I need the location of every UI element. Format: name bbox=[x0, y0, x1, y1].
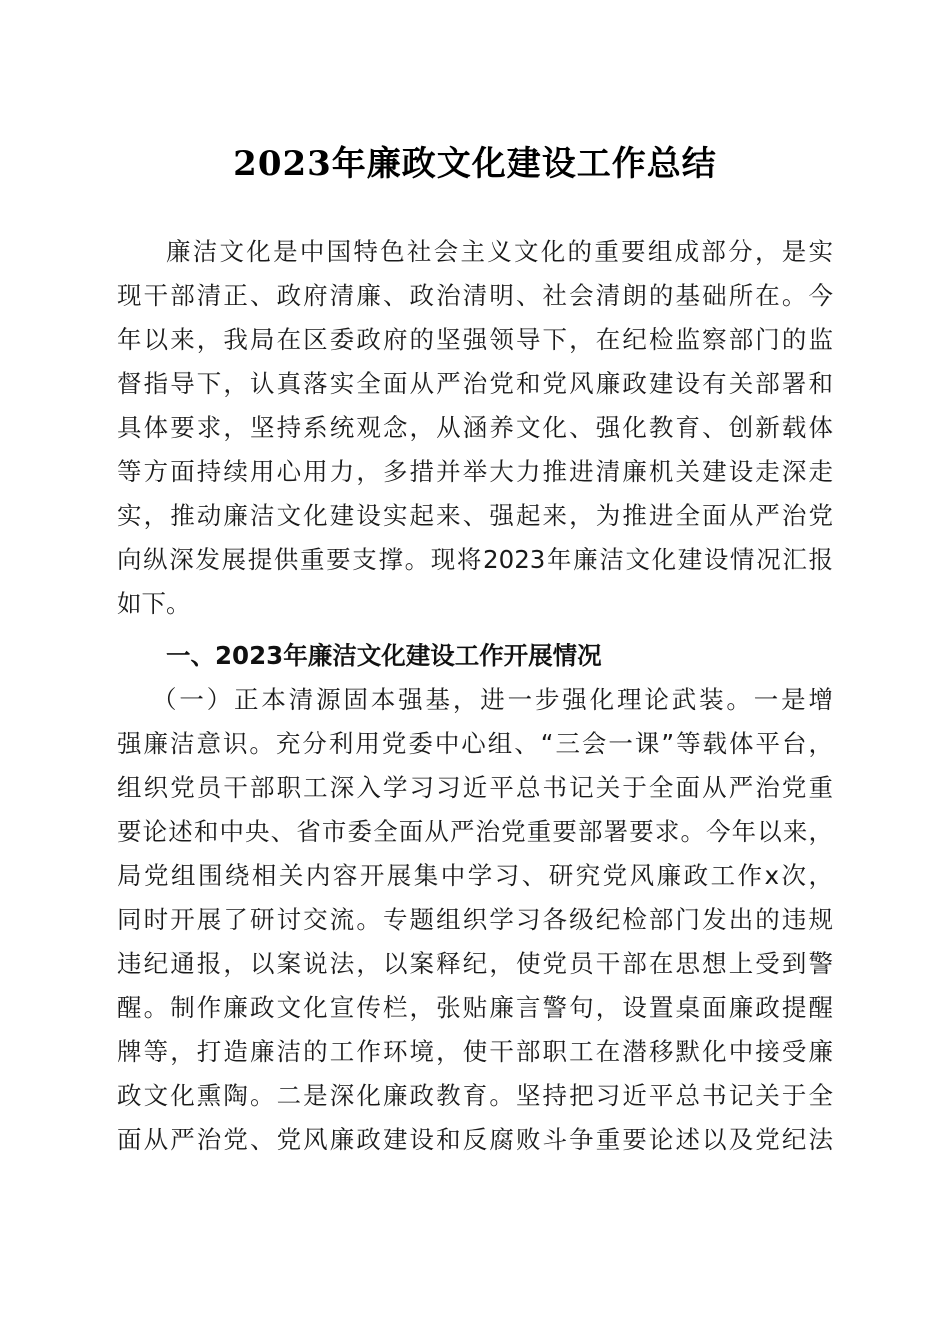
section-paragraph-line: 政文化熏陶。二是深化廉政教育。坚持把习近平总书记关于全 bbox=[117, 1081, 833, 1110]
paragraph-line: 向纵深发展提供重要支撑。现将2023年廉洁文化建设情况汇报 bbox=[117, 545, 833, 574]
section-paragraph-line: 醒。制作廉政文化宣传栏，张贴廉言警句，设置桌面廉政提醒 bbox=[117, 993, 833, 1022]
section-paragraph-line: 要论述和中央、省市委全面从严治党重要部署要求。今年以来， bbox=[117, 817, 833, 846]
section-paragraph-line: 组织党员干部职工深入学习习近平总书记关于全面从严治党重 bbox=[117, 773, 833, 802]
paragraph-line: 等方面持续用心用力，多措并举大力推进清廉机关建设走深走 bbox=[117, 457, 833, 486]
section-paragraph-line: 局党组围绕相关内容开展集中学习、研究党风廉政工作x次， bbox=[117, 861, 833, 890]
section-paragraph-line: 同时开展了研讨交流。专题组织学习各级纪检部门发出的违规 bbox=[117, 905, 833, 934]
section-paragraph-line: 面从严治党、党风廉政建设和反腐败斗争重要论述以及党纪法 bbox=[117, 1125, 833, 1154]
section-paragraph-line: 违纪通报，以案说法，以案释纪，使党员干部在思想上受到警 bbox=[117, 949, 833, 978]
paragraph-line: 年以来，我局在区委政府的坚强领导下，在纪检监察部门的监 bbox=[117, 325, 833, 354]
section-paragraph-line: （一）正本清源固本强基，进一步强化理论武装。一是增 bbox=[152, 685, 833, 714]
section-paragraph-line: 强廉洁意识。充分利用党委中心组、“三会一课”等载体平台， bbox=[117, 729, 833, 758]
paragraph-line: 督指导下，认真落实全面从严治党和党风廉政建设有关部署和 bbox=[117, 369, 833, 398]
paragraph-line: 具体要求，坚持系统观念，从涵养文化、强化教育、创新载体 bbox=[117, 413, 833, 442]
section-heading: 一、2023年廉洁文化建设工作开展情况 bbox=[166, 641, 602, 670]
paragraph-line: 现干部清正、政府清廉、政治清明、社会清朗的基础所在。今 bbox=[117, 281, 833, 310]
document-title: 2023年廉政文化建设工作总结 bbox=[233, 144, 717, 184]
paragraph-line: 如下。 bbox=[117, 589, 191, 618]
paragraph-line: 廉洁文化是中国特色社会主义文化的重要组成部分，是实 bbox=[166, 237, 833, 266]
paragraph-line: 实，推动廉洁文化建设实起来、强起来，为推进全面从严治党 bbox=[117, 501, 833, 530]
section-paragraph-line: 牌等，打造廉洁的工作环境，使干部职工在潜移默化中接受廉 bbox=[117, 1037, 833, 1066]
